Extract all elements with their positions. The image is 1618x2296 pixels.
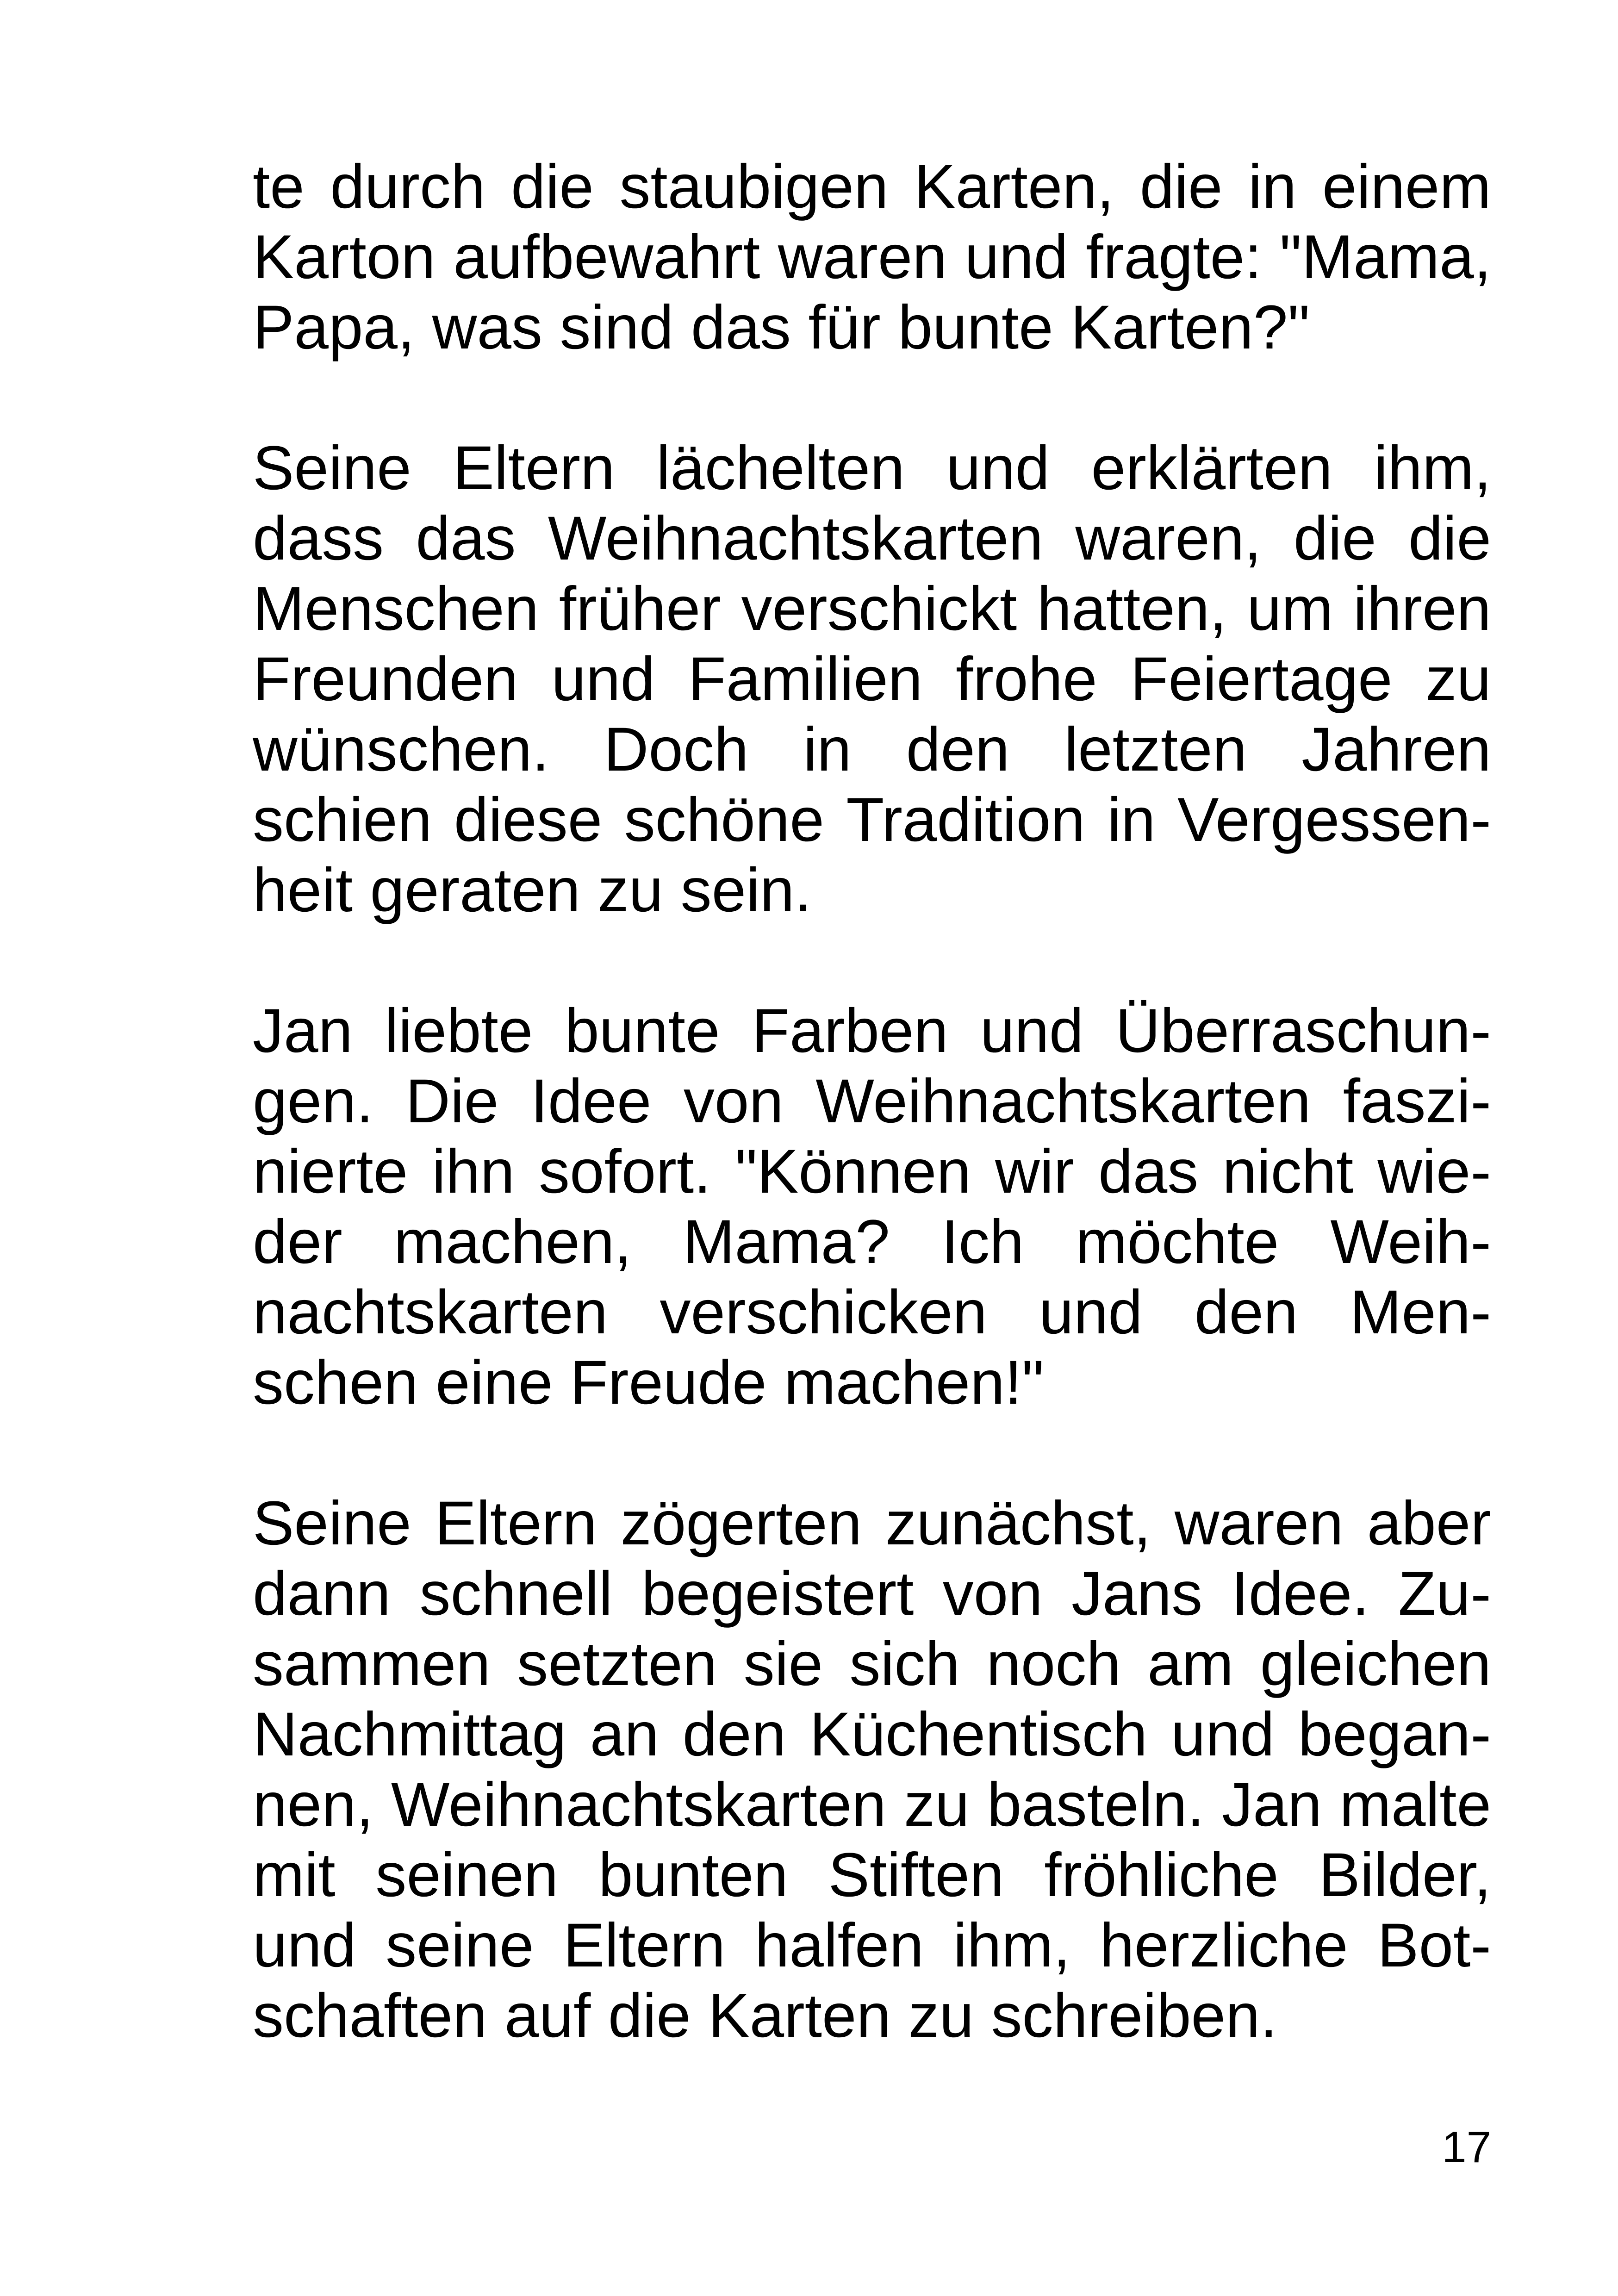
body-text xyxy=(253,152,1491,2051)
paragraph-gap xyxy=(253,363,1491,433)
text-line: te durch die staubigen Karten, die in einem xyxy=(253,152,1491,221)
text-line: schien diese schöne Tradition in Vergessen- xyxy=(253,785,1491,854)
text-line: dann schnell begeistert von Jans Idee. Zu- xyxy=(253,1559,1491,1628)
text-line: Seine Eltern zögerten zunächst, waren aber xyxy=(253,1489,1491,1558)
text-line: der machen, Mama? Ich möchte Weih- xyxy=(253,1207,1491,1276)
text-line: heit geraten zu sein. xyxy=(253,856,812,925)
text-line: Papa, was sind das für bunte Karten?" xyxy=(253,293,1310,362)
text-line: nachtskarten verschicken und den Men- xyxy=(253,1278,1491,1347)
paragraph-gap xyxy=(253,1418,1491,1488)
text-line: gen. Die Idee von Weihnachtskarten faszi- xyxy=(253,1067,1491,1136)
text-line: mit seinen bunten Stiften fröhliche Bilder, xyxy=(253,1841,1491,1910)
text-line: wünschen. Doch in den letzten Jahren xyxy=(253,715,1491,784)
text-line: Menschen früher verschickt hatten, um ihren xyxy=(253,574,1491,643)
text-line: Seine Eltern lächelten und erklärten ihm, xyxy=(253,434,1491,503)
text-line: Jan liebte bunte Farben und Überraschun- xyxy=(253,996,1491,1065)
text-line: sammen setzten sie sich noch am gleichen xyxy=(253,1630,1491,1699)
text-line: schen eine Freude machen!" xyxy=(253,1348,1044,1417)
text-line: Nachmittag an den Küchentisch und began- xyxy=(253,1700,1491,1769)
text-line: nierte ihn sofort. "Können wir das nicht wie- xyxy=(253,1137,1491,1206)
paragraph-gap xyxy=(253,926,1491,996)
page-number: 17 xyxy=(1442,2122,1491,2172)
text-line: schaften auf die Karten zu schreiben. xyxy=(253,1981,1277,2050)
text-line: Freunden und Familien frohe Feiertage zu xyxy=(253,645,1491,714)
text-line: dass das Weihnachtskarten waren, die die xyxy=(253,504,1491,573)
text-line: Karton aufbewahrt waren und fragte: "Mama, xyxy=(253,223,1491,292)
text-line: nen, Weihnachtskarten zu basteln. Jan malte xyxy=(253,1770,1491,1839)
text-line: und seine Eltern halfen ihm, herzliche Bot- xyxy=(253,1911,1491,1980)
